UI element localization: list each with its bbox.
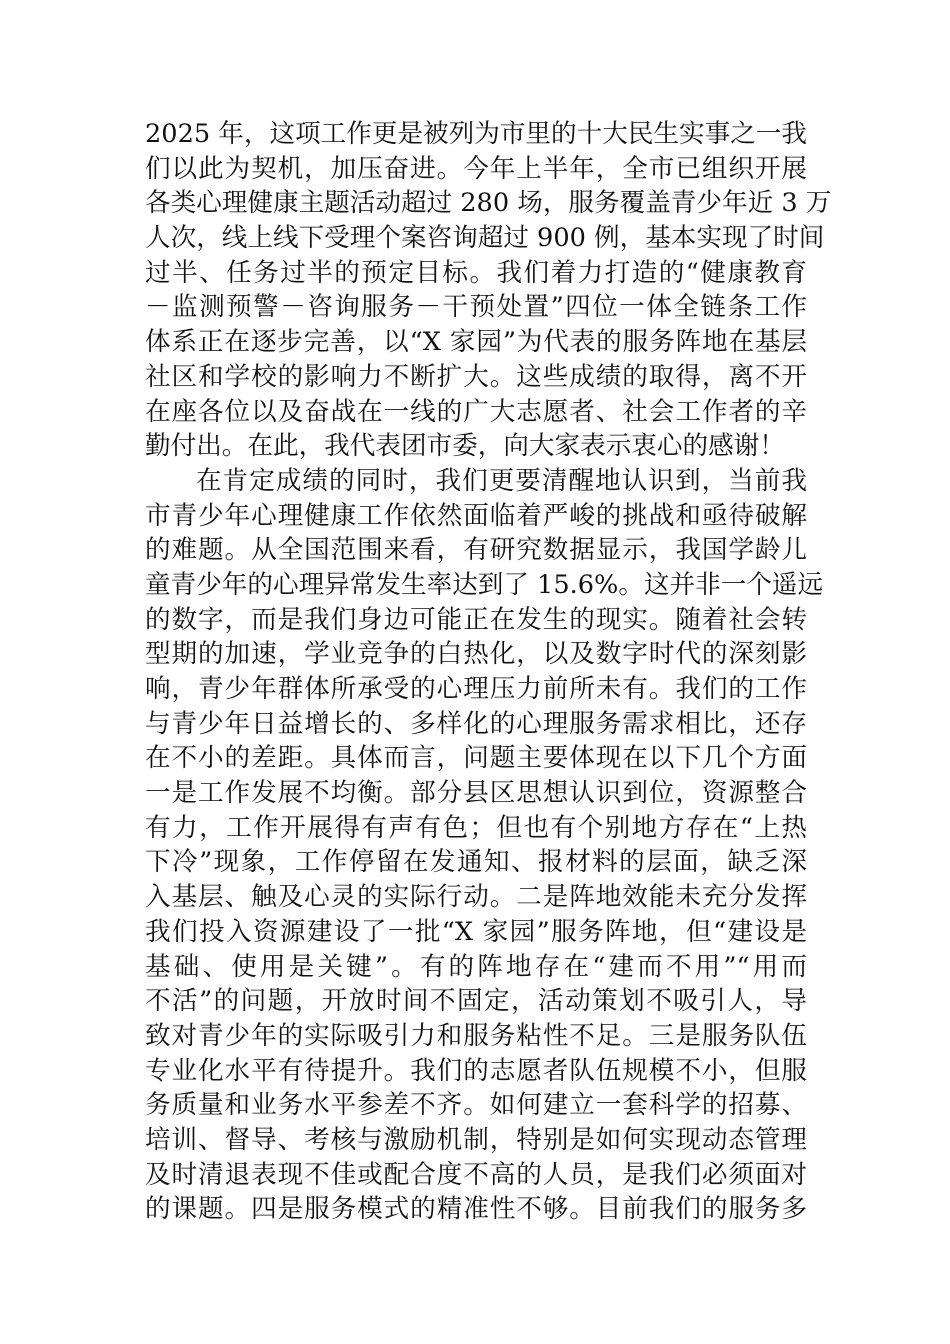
paragraph-start-line: 在肯定成绩的同时，我们更要清醒地认识到，当前我: [196, 465, 807, 496]
text-line: 的难题。从全国范围来看，有研究数据显示，我国学龄儿: [145, 535, 807, 566]
text-line: 人次，线上线下受理个案咨询超过 900 例，基本实现了时间: [145, 223, 825, 254]
text-line: 们以此为契机，加压奋进。今年上半年，全市已组织开展: [145, 153, 807, 184]
text-line: 童青少年的心理异常发生率达到了 15.6%。这并非一个遥远: [145, 569, 824, 600]
text-line: 我们投入资源建设了一批“X 家园”服务阵地，但“建设是: [145, 916, 807, 947]
text-line: 致对青少年的实际吸引力和服务粘性不足。三是服务队伍: [145, 1020, 807, 1051]
text-line: 型期的加速，学业竞争的白热化，以及数字时代的深刻影: [145, 639, 807, 670]
text-line: 的课题。四是服务模式的精准性不够。目前我们的服务多: [145, 1194, 807, 1225]
text-line: 2025 年，这项工作更是被列为市里的十大民生实事之一我: [145, 119, 807, 149]
text-line: 社区和学校的影响力不断扩大。这些成绩的取得，离不开: [145, 361, 807, 392]
text-line: 不活”的问题，开放时间不固定，活动策划不吸引人，导: [145, 986, 807, 1017]
text-line: 入基层、触及心灵的实际行动。二是阵地效能未充分发挥: [145, 882, 807, 913]
text-line: 下冷”现象，工作停留在发通知、报材料的层面，缺乏深: [145, 847, 807, 878]
text-line: 专业化水平有待提升。我们的志愿者队伍规模不小，但服: [145, 1055, 807, 1086]
text-line: 响，青少年群体所承受的心理压力前所未有。我们的工作: [145, 674, 807, 704]
text-line: 市青少年心理健康工作依然面临着严峻的挑战和亟待破解: [145, 500, 807, 531]
text-line: 基础、使用是关键”。有的阵地存在“建而不用”“用而: [145, 951, 807, 982]
text-line: 一是工作发展不均衡。部分县区思想认识到位，资源整合: [145, 778, 807, 809]
text-line: 的数字，而是我们身边可能正在发生的现实。随着社会转: [145, 604, 807, 635]
text-line: －监测预警－咨询服务－干预处置”四位一体全链条工作: [145, 292, 807, 323]
text-line: 培训、督导、考核与激励机制，特别是如何实现动态管理: [145, 1124, 807, 1155]
text-line: 务质量和业务水平参差不齐。如何建立一套科学的招募、: [145, 1090, 807, 1121]
text-line: 在不小的差距。具体而言，问题主要体现在以下几个方面: [145, 743, 807, 774]
text-line: 各类心理健康主题活动超过 280 场，服务覆盖青少年近 3 万: [145, 188, 832, 219]
paragraph-end-line: 勤付出。在此，我代表团市委，向大家表示衷心的感谢！: [145, 431, 785, 462]
document-page: [145, 117, 832, 1227]
text-line: 有力，工作开展得有声有色；但也有个别地方存在“上热: [145, 812, 807, 843]
text-line: 及时清退表现不佳或配合度不高的人员，是我们必须面对: [145, 1159, 807, 1190]
text-line: 与青少年日益增长的、多样化的心理服务需求相比，还存: [145, 708, 807, 739]
text-line: 体系正在逐步完善，以“X 家园”为代表的服务阵地在基层: [145, 327, 807, 358]
text-line: 在座各位以及奋战在一线的广大志愿者、社会工作者的辛: [145, 396, 807, 427]
text-line: 过半、任务过半的预定目标。我们着力打造的“健康教育: [145, 257, 807, 288]
